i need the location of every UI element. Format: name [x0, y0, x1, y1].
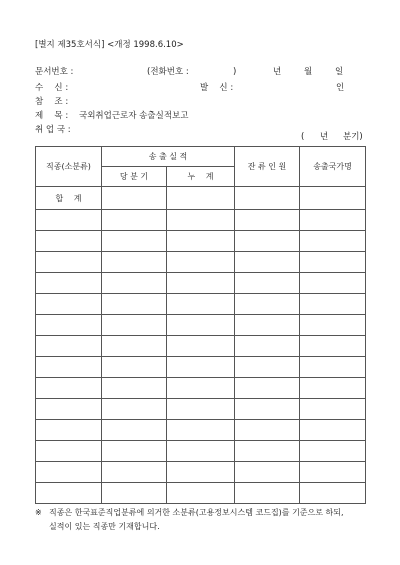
table-cell[interactable] [300, 252, 366, 273]
table-cell[interactable] [36, 231, 102, 252]
table-row [36, 420, 366, 441]
header-dispatch-record: 송 출 실 적 [102, 147, 235, 167]
doc-number-label: 문서번호 : [35, 67, 74, 77]
period-open: ( [301, 132, 305, 142]
table-cell[interactable] [300, 441, 366, 462]
seal-label: 인 [336, 83, 345, 93]
table-cell[interactable] [36, 441, 102, 462]
table-cell[interactable] [167, 231, 235, 252]
period-year: 년 [320, 132, 329, 142]
table-cell[interactable] [235, 399, 300, 420]
table-cell[interactable] [102, 483, 167, 504]
table-cell[interactable] [102, 252, 167, 273]
footnote-line-2: 실적이 있는 직종만 기재합니다. [49, 522, 160, 531]
table-cell[interactable] [36, 462, 102, 483]
table-cell[interactable] [235, 252, 300, 273]
table-row [36, 210, 366, 231]
table-cell[interactable] [300, 462, 366, 483]
table-cell[interactable] [167, 420, 235, 441]
footnote [35, 506, 375, 534]
table-cell[interactable] [235, 187, 300, 210]
table-cell[interactable] [102, 462, 167, 483]
period-quarter: 분기) [343, 132, 363, 142]
table-row [36, 462, 366, 483]
year-label: 년 [273, 67, 282, 77]
table-row [36, 399, 366, 420]
table-cell[interactable] [167, 357, 235, 378]
header-destination-countries: 송출국가명 [300, 147, 366, 187]
table-cell[interactable] [300, 231, 366, 252]
table-cell[interactable] [102, 315, 167, 336]
table-cell[interactable] [102, 210, 167, 231]
table-cell[interactable] [300, 420, 366, 441]
table-cell[interactable] [36, 315, 102, 336]
table-cell[interactable] [167, 399, 235, 420]
table-cell[interactable] [167, 315, 235, 336]
table-row [36, 252, 366, 273]
table-cell[interactable] [36, 378, 102, 399]
table-cell[interactable] [235, 483, 300, 504]
footnote-line-1: 직종은 한국표준직업분류에 의거한 소분류(고용정보시스템 코드집)를 기준으로 하되, [49, 508, 344, 517]
form-number: [별지 제35호서식] <개정 1998.6.10> [35, 40, 184, 50]
table-cell[interactable] [167, 252, 235, 273]
table-cell[interactable] [300, 294, 366, 315]
table-row [36, 294, 366, 315]
dispatch-report-table [35, 146, 366, 504]
table-cell[interactable] [167, 378, 235, 399]
table-cell[interactable] [102, 273, 167, 294]
table-cell[interactable] [102, 336, 167, 357]
table-row [36, 231, 366, 252]
header-cumulative: 누 계 [167, 167, 235, 187]
table-cell[interactable] [167, 483, 235, 504]
table-cell[interactable] [300, 273, 366, 294]
table-cell[interactable] [300, 399, 366, 420]
table-row [36, 483, 366, 504]
phone-close: ) [233, 67, 237, 77]
recipient-label: 수 신 : [35, 83, 69, 93]
subject-value: 국외취업근로자 송출실적보고 [79, 111, 189, 121]
table-cell[interactable] [235, 315, 300, 336]
table-cell[interactable] [167, 336, 235, 357]
table-cell[interactable] [235, 336, 300, 357]
total-row [36, 187, 366, 210]
table-cell[interactable] [235, 441, 300, 462]
table-row [36, 357, 366, 378]
note-mark: ※ [35, 508, 42, 517]
table-row [36, 336, 366, 357]
data-rows [36, 210, 366, 504]
header-this-quarter: 당 분 기 [102, 167, 167, 187]
table-cell[interactable] [36, 399, 102, 420]
table-cell[interactable] [235, 210, 300, 231]
table-row [36, 273, 366, 294]
table-cell[interactable] [167, 187, 235, 210]
table-cell[interactable] [36, 210, 102, 231]
table-cell[interactable] [102, 357, 167, 378]
agency-label: 취 업 국 : [35, 125, 71, 135]
table-row [36, 378, 366, 399]
table-cell[interactable] [36, 357, 102, 378]
table-cell[interactable] [235, 273, 300, 294]
header-residual-count: 잔 류 인 원 [235, 147, 300, 187]
table-cell[interactable] [36, 336, 102, 357]
table-cell[interactable] [102, 420, 167, 441]
table-cell[interactable] [300, 210, 366, 231]
sender-label: 발 신 : [200, 83, 234, 93]
month-label: 월 [304, 67, 313, 77]
table-cell[interactable] [102, 399, 167, 420]
table-cell[interactable] [167, 441, 235, 462]
day-label: 일 [335, 67, 344, 77]
phone-label: (전화번호 : [147, 67, 189, 77]
table-cell[interactable] [167, 462, 235, 483]
table-cell[interactable] [102, 441, 167, 462]
total-label: 합 계 [36, 187, 102, 210]
table-cell[interactable] [300, 357, 366, 378]
table-cell[interactable] [300, 483, 366, 504]
table-cell[interactable] [300, 187, 366, 210]
table-cell[interactable] [235, 294, 300, 315]
table-cell[interactable] [36, 294, 102, 315]
table-cell[interactable] [300, 315, 366, 336]
table-cell[interactable] [235, 231, 300, 252]
table-cell[interactable] [235, 462, 300, 483]
table-cell[interactable] [167, 273, 235, 294]
table-header-row [36, 147, 366, 167]
table-cell[interactable] [36, 273, 102, 294]
table-cell[interactable] [235, 420, 300, 441]
cc-label: 참 조 : [35, 97, 69, 107]
table-cell[interactable] [36, 483, 102, 504]
table-cell[interactable] [36, 252, 102, 273]
table-cell[interactable] [102, 378, 167, 399]
table-cell[interactable] [167, 294, 235, 315]
table-cell[interactable] [36, 420, 102, 441]
table-cell[interactable] [235, 357, 300, 378]
table-cell[interactable] [235, 378, 300, 399]
subject-label: 제 목 : [35, 111, 69, 121]
table-cell[interactable] [300, 378, 366, 399]
table-cell[interactable] [300, 336, 366, 357]
table-cell[interactable] [102, 294, 167, 315]
table-cell[interactable] [102, 187, 167, 210]
table-cell[interactable] [167, 210, 235, 231]
table-cell[interactable] [102, 231, 167, 252]
header-job-category: 직종(소분류) [36, 147, 102, 187]
table-row [36, 441, 366, 462]
table-row [36, 315, 366, 336]
